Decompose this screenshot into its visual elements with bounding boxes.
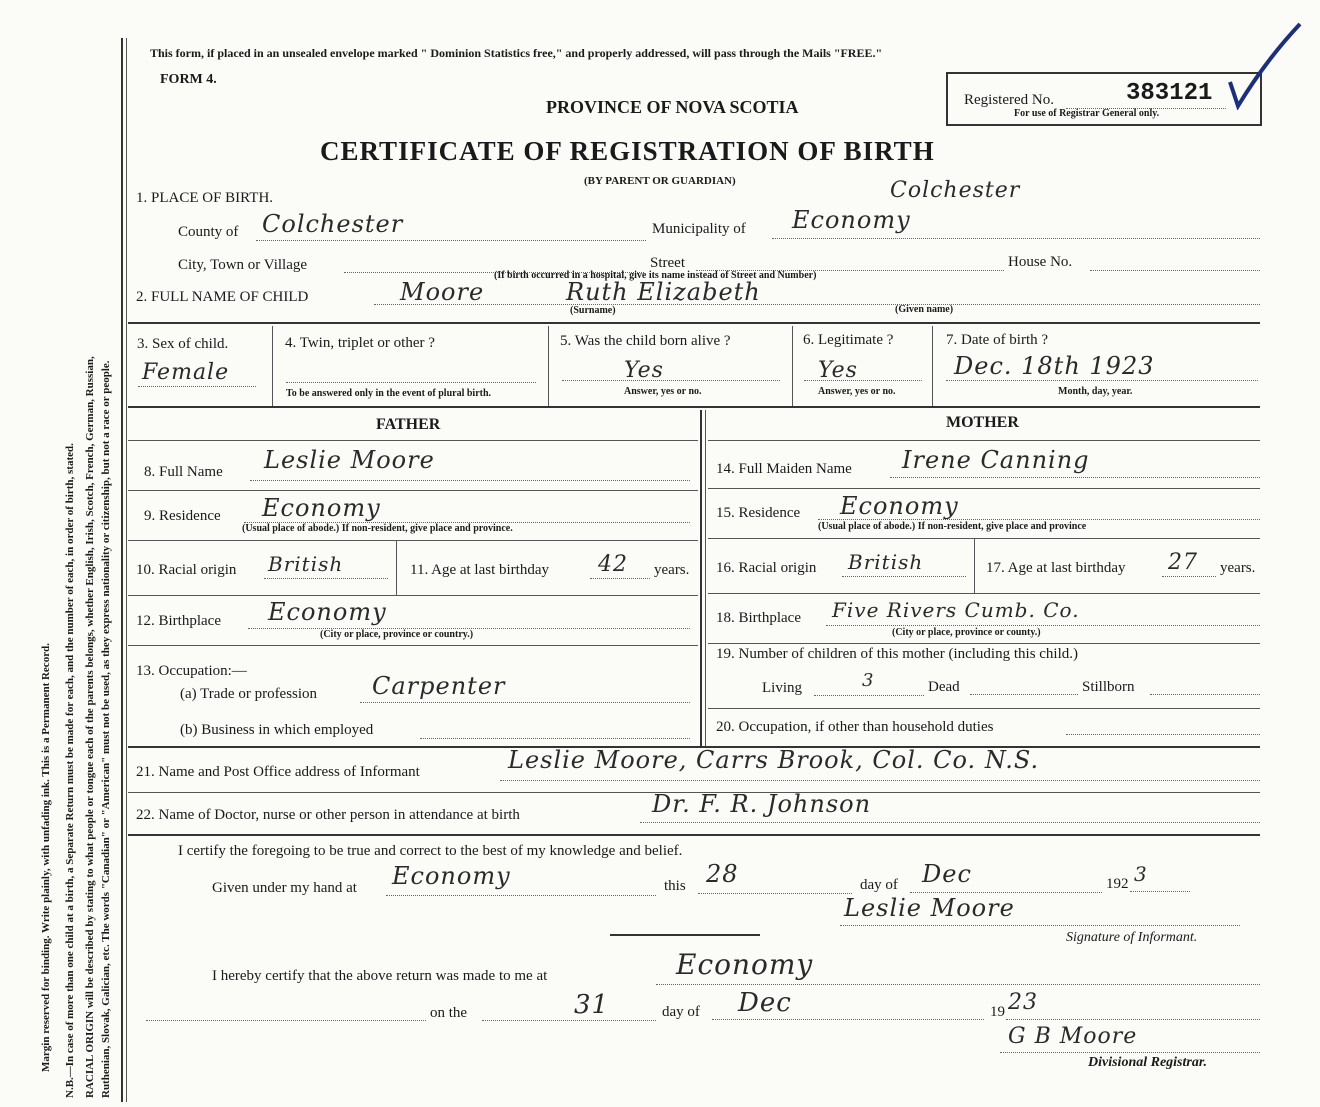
father-name-label: 8. Full Name — [144, 464, 223, 480]
father-racial-value: British — [268, 552, 344, 576]
day-of-label: day of — [860, 877, 898, 893]
form-number: FORM 4. — [160, 72, 217, 87]
mother-residence-value: Economy — [840, 492, 959, 520]
province-heading: PROVINCE OF NOVA SCOTIA — [546, 97, 799, 117]
stillborn-label: Stillborn — [1082, 679, 1135, 695]
margin-border — [121, 38, 123, 1102]
dob-label: 7. Date of birth ? — [946, 332, 1049, 348]
certificate-title: CERTIFICATE OF REGISTRATION OF BIRTH — [320, 136, 935, 166]
father-occupation-label: 13. Occupation:— — [136, 663, 247, 679]
this-label: this — [664, 878, 686, 894]
living-value: 3 — [862, 670, 875, 691]
street-label: Street — [650, 255, 685, 271]
mother-heading: MOTHER — [946, 414, 1019, 431]
father-racial-label: 10. Racial origin — [136, 562, 237, 578]
given-under-label: Given under my hand at — [212, 880, 357, 896]
given-place-value: Economy — [392, 862, 511, 890]
informant-signature: Leslie Moore — [844, 894, 1015, 922]
city-label: City, Town or Village — [178, 257, 308, 273]
margin-line-3: N.B.—In case of more than one child at a birth, a Separate Return must be made for each, and the number of each, in order of birth, stated. — [64, 443, 76, 1098]
mother-occupation-label: 20. Occupation, if other than household duties — [716, 719, 994, 735]
this-day-value: 28 — [706, 860, 739, 888]
father-birthplace-value: Economy — [268, 598, 387, 626]
sex-value: Female — [142, 360, 230, 385]
legitimate-value: Yes — [818, 358, 858, 383]
father-residence-value: Economy — [262, 494, 381, 522]
mother-racial-value: British — [848, 550, 924, 574]
mother-age-value: 27 — [1168, 550, 1198, 575]
house-label: House No. — [1008, 254, 1073, 270]
informant-label: 21. Name and Post Office address of Informant — [136, 764, 420, 780]
check-mark-icon — [1226, 20, 1306, 110]
mother-name-value: Irene Canning — [902, 446, 1090, 474]
postal-notice: This form, if placed in an unsealed envelope marked " Dominion Statistics free," and properly addressed, will pass through the Mails "FREE." — [150, 46, 883, 60]
certificate-subtitle: (BY PARENT OR GUARDIAN) — [584, 175, 736, 187]
margin-line-2: RACIAL ORIGIN will be described by stating to what people or tongue each of the parents belongs, whether English, Irish, Scotch, French, German, Russian, — [84, 356, 96, 1098]
twin-label: 4. Twin, triplet or other ? — [285, 335, 435, 351]
registrar-place-value: Economy — [676, 948, 814, 981]
registered-number: 383121 — [1126, 80, 1213, 107]
signature-caption: Signature of Informant. — [1066, 930, 1198, 945]
father-years: years. — [654, 562, 690, 578]
registrar-caption: Divisional Registrar. — [1088, 1055, 1208, 1070]
dob-caption: Month, day, year. — [1058, 386, 1133, 397]
alive-value: Yes — [624, 358, 664, 383]
father-residence-label: 9. Residence — [144, 508, 221, 524]
sex-label: 3. Sex of child. — [137, 336, 229, 352]
hospital-note: (If birth occurred in a hospital, give its name instead of Street and Number) — [494, 270, 817, 281]
mother-name-label: 14. Full Maiden Name — [716, 461, 852, 477]
doctor-value: Dr. F. R. Johnson — [652, 790, 872, 818]
margin-line-4: Margin reserved for binding. Write plainly, with unfading ink. This is a Permanent Record. — [40, 643, 52, 1072]
father-abode-caption: (Usual place of abode.) If non-resident, give place and province. — [242, 523, 513, 534]
registrar-day-of-label: day of — [662, 1004, 700, 1020]
mother-years: years. — [1220, 560, 1256, 576]
municipality-label: Municipality of — [652, 221, 746, 237]
registrar-signature: G B Moore — [1008, 1024, 1138, 1049]
certify-statement: I certify the foregoing to be true and correct to the best of my knowledge and belief. — [178, 843, 683, 859]
dead-label: Dead — [928, 679, 960, 695]
father-birthplace-label: 12. Birthplace — [136, 613, 221, 629]
alive-caption: Answer, yes or no. — [624, 386, 702, 397]
father-heading: FATHER — [376, 416, 441, 433]
trade-value: Carpenter — [372, 672, 506, 700]
registrar-year-prefix: 19 — [990, 1004, 1005, 1020]
trade-label: (a) Trade or profession — [180, 686, 318, 702]
father-birthplace-caption: (City or place, province or country.) — [320, 629, 474, 640]
year-prefix: 192 — [1106, 876, 1129, 892]
mother-racial-label: 16. Racial origin — [716, 560, 817, 576]
business-label: (b) Business in which employed — [180, 722, 374, 738]
registered-label: Registered No. — [964, 92, 1054, 108]
registrar-month-value: Dec — [738, 988, 792, 1018]
doctor-label: 22. Name of Doctor, nurse or other person in attendance at birth — [136, 807, 520, 823]
mother-abode-caption: (Usual place of abode.) If non-resident, give place and province — [818, 521, 1087, 532]
informant-value: Leslie Moore, Carrs Brook, Col. Co. N.S. — [508, 746, 1040, 774]
twin-note: To be answered only in the event of plural birth. — [286, 388, 492, 399]
mother-age-label: 17. Age at last birthday — [986, 560, 1126, 576]
legitimate-caption: Answer, yes or no. — [818, 386, 896, 397]
month-value: Dec — [922, 860, 972, 888]
legitimate-label: 6. Legitimate ? — [803, 332, 894, 348]
mother-birthplace-label: 18. Birthplace — [716, 610, 801, 626]
mother-birthplace-value: Five Rivers Cumb. Co. — [832, 598, 1080, 622]
father-age-value: 42 — [598, 552, 628, 577]
county-value: Colchester — [262, 210, 404, 238]
registrar-year-suffix: 23 — [1008, 990, 1038, 1015]
child-name-label: 2. FULL NAME OF CHILD — [136, 289, 309, 305]
children-count-label: 19. Number of children of this mother (including this child.) — [716, 646, 1079, 662]
dob-value: Dec. 18th 1923 — [954, 352, 1155, 380]
given-caption: (Given name) — [895, 304, 954, 315]
place-of-birth-label: 1. PLACE OF BIRTH. — [136, 190, 274, 206]
municipality-note: Colchester — [890, 178, 1021, 203]
surname-caption: (Surname) — [570, 305, 616, 316]
on-the-label: on the — [430, 1005, 468, 1021]
father-name-value: Leslie Moore — [264, 446, 435, 474]
living-label: Living — [762, 680, 802, 696]
child-given-value: Ruth Elizabeth — [566, 278, 761, 306]
margin-line-1: Ruthenian, Slovak, Galician, etc. The words "Canadian" or "American" must not be used, as they express nationality or citizenship, but not a race or people. — [100, 360, 112, 1098]
registered-box — [946, 72, 1262, 126]
child-surname-value: Moore — [400, 278, 485, 306]
county-label: County of — [178, 224, 239, 240]
registrar-statement: I hereby certify that the above return was made to me at — [212, 968, 548, 984]
registrar-day-value: 31 — [574, 990, 610, 1020]
municipality-value: Economy — [792, 206, 911, 234]
mother-birthplace-caption: (City or place, province or county.) — [892, 627, 1041, 638]
year-suffix: 3 — [1134, 862, 1148, 886]
mother-residence-label: 15. Residence — [716, 505, 801, 521]
margin-border-inner — [126, 38, 127, 1102]
registrar-note: For use of Registrar General only. — [1014, 108, 1160, 119]
father-age-label: 11. Age at last birthday — [410, 562, 549, 578]
alive-label: 5. Was the child born alive ? — [560, 333, 731, 349]
